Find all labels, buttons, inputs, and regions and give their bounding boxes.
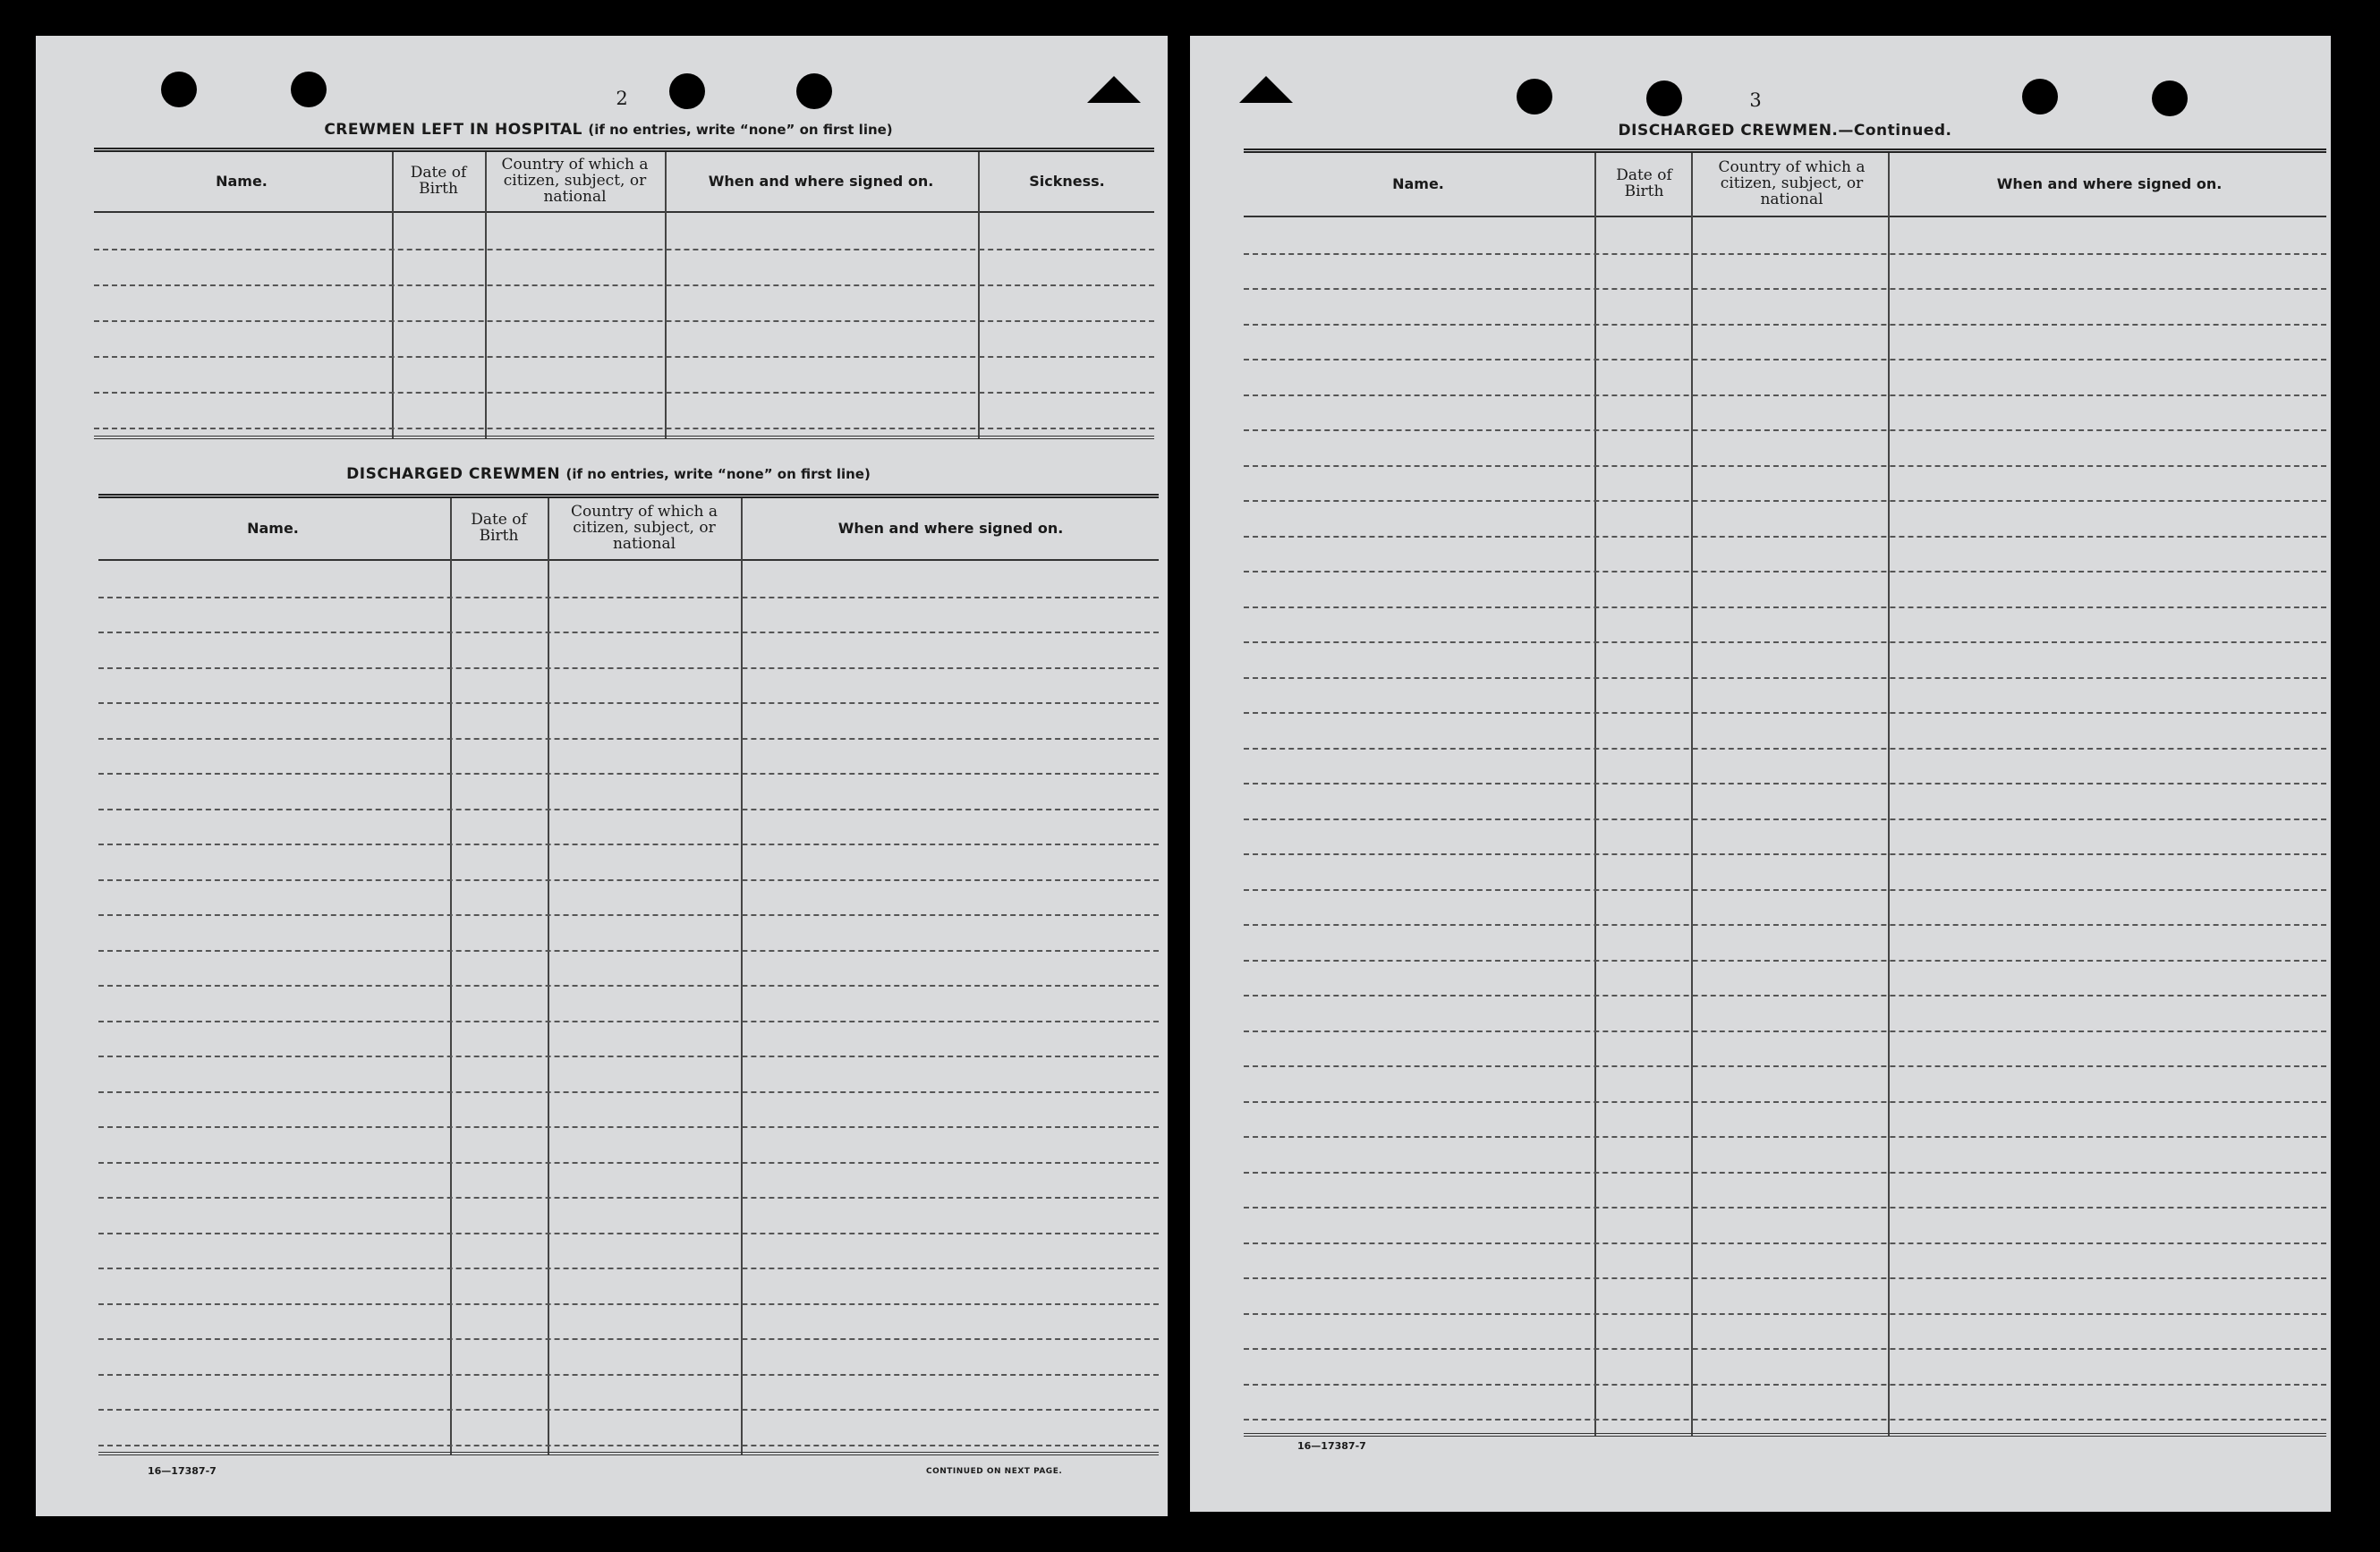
discharged-table-continued	[1244, 148, 2326, 1437]
table-row[interactable]	[1244, 712, 2326, 714]
table-row[interactable]	[98, 738, 1159, 740]
table-row[interactable]	[1244, 818, 2326, 820]
table-row[interactable]	[1244, 253, 2326, 255]
right-page	[1190, 36, 2331, 1512]
page-number: 3	[1749, 89, 1762, 111]
table-bottom-rule	[98, 1452, 1159, 1455]
table-row[interactable]	[94, 428, 1154, 429]
table-row[interactable]	[1244, 429, 2326, 431]
column-header-date-of-birth: Date of Birth	[410, 164, 467, 198]
punch-hole-icon	[291, 72, 327, 107]
discharged-section-title	[224, 465, 993, 483]
table-row[interactable]	[1244, 853, 2326, 855]
table-row[interactable]	[1244, 1172, 2326, 1174]
form-code: 16—17387-7	[1297, 1440, 1366, 1452]
column-header-date-of-birth: Date of Birth	[1616, 166, 1672, 200]
table-row[interactable]	[1244, 359, 2326, 360]
discharged-title-text: DISCHARGED CREWMEN	[346, 465, 561, 483]
table-row[interactable]	[1244, 1065, 2326, 1067]
column-header-sickness: Sickness.	[1029, 172, 1105, 190]
table-row[interactable]	[1244, 924, 2326, 926]
hospital-title-text: CREWMEN LEFT IN HOSPITAL	[324, 121, 582, 139]
column-header-country: Country of which a citizen, subject, or national	[1718, 158, 1866, 208]
table-row[interactable]	[1244, 1348, 2326, 1350]
column-header-signed-on: When and where signed on.	[708, 172, 934, 190]
punch-hole-icon	[2022, 79, 2058, 114]
table-row[interactable]	[1244, 1101, 2326, 1103]
column-header-name: Name.	[216, 172, 268, 190]
table-row[interactable]	[94, 320, 1154, 322]
table-row[interactable]	[94, 392, 1154, 394]
table-row[interactable]	[98, 1162, 1159, 1164]
column-header-date-of-birth: Date of Birth	[471, 511, 527, 545]
table-row[interactable]	[1244, 324, 2326, 326]
table-row[interactable]	[98, 1056, 1159, 1057]
punch-hole-icon	[161, 72, 197, 107]
table-row[interactable]	[1244, 677, 2326, 679]
table-row[interactable]	[1244, 500, 2326, 502]
table-row[interactable]	[98, 1021, 1159, 1022]
discharged-table-header	[98, 498, 1159, 561]
column-header-country: Country of which a citizen, subject, or national	[501, 156, 649, 206]
discharged-table-rows	[98, 561, 1159, 1455]
left-page	[36, 36, 1168, 1516]
table-row[interactable]	[98, 702, 1159, 704]
table-row[interactable]	[98, 1445, 1159, 1446]
table-row[interactable]	[98, 1126, 1159, 1128]
table-row[interactable]	[98, 879, 1159, 881]
table-row[interactable]	[94, 249, 1154, 250]
punch-hole-icon	[669, 73, 705, 109]
table-row[interactable]	[98, 597, 1159, 598]
form-code: 16—17387-7	[148, 1465, 217, 1477]
column-header-name: Name.	[247, 519, 299, 537]
column-header-signed-on: When and where signed on.	[837, 519, 1064, 537]
page-number: 2	[616, 88, 628, 109]
table-row[interactable]	[98, 844, 1159, 845]
table-row[interactable]	[94, 356, 1154, 358]
table-row[interactable]	[1244, 1384, 2326, 1386]
table-bottom-rule	[1244, 1433, 2326, 1437]
table-row[interactable]	[1244, 1242, 2326, 1244]
hospital-table-header	[94, 152, 1154, 213]
table-row[interactable]	[1244, 889, 2326, 891]
punch-hole-icon	[1517, 79, 1552, 114]
column-header-name: Name.	[1392, 174, 1444, 192]
punch-hole-icon	[1646, 81, 1682, 116]
table-row[interactable]	[98, 1233, 1159, 1234]
continued-note: CONTINUED ON NEXT PAGE.	[926, 1467, 1063, 1476]
table-row[interactable]	[1244, 1136, 2326, 1138]
table-row[interactable]	[98, 1091, 1159, 1093]
hospital-table	[94, 148, 1154, 439]
table-row[interactable]	[1244, 783, 2326, 784]
table-row[interactable]	[98, 985, 1159, 987]
table-row[interactable]	[1244, 960, 2326, 962]
table-row[interactable]	[1244, 995, 2326, 997]
table-row[interactable]	[94, 284, 1154, 286]
table-row[interactable]	[1244, 1419, 2326, 1421]
table-row[interactable]	[1244, 394, 2326, 396]
column-header-country: Country of which a citizen, subject, or national	[571, 503, 718, 553]
table-row[interactable]	[98, 632, 1159, 633]
table-row[interactable]	[98, 1338, 1159, 1340]
hospital-section-title	[224, 121, 993, 139]
table-row[interactable]	[98, 914, 1159, 916]
table-row[interactable]	[1244, 288, 2326, 290]
hospital-title-note: (if no entries, write “none” on first line)	[588, 122, 893, 138]
table-row[interactable]	[98, 1374, 1159, 1376]
table-row[interactable]	[98, 667, 1159, 669]
discharged-continued-title: DISCHARGED CREWMEN.—Continued.	[1618, 122, 1952, 140]
table-row[interactable]	[1244, 571, 2326, 572]
tab-notch-icon	[1087, 76, 1141, 103]
table-row[interactable]	[1244, 1313, 2326, 1315]
discharged-table	[98, 494, 1159, 1455]
table-row[interactable]	[98, 809, 1159, 810]
table-row[interactable]	[98, 1268, 1159, 1269]
table-row[interactable]	[1244, 606, 2326, 608]
table-row[interactable]	[1244, 536, 2326, 538]
column-header-signed-on: When and where signed on.	[1996, 174, 2223, 192]
table-row[interactable]	[1244, 1277, 2326, 1279]
table-row[interactable]	[98, 773, 1159, 775]
punch-hole-icon	[796, 73, 832, 109]
table-row[interactable]	[1244, 1207, 2326, 1209]
tab-notch-icon	[1239, 76, 1293, 103]
table-bottom-rule	[94, 436, 1154, 439]
table-row[interactable]	[1244, 1030, 2326, 1032]
hospital-table-rows	[94, 213, 1154, 439]
table-row[interactable]	[98, 950, 1159, 952]
table-row[interactable]	[1244, 641, 2326, 643]
table-row[interactable]	[98, 1409, 1159, 1411]
table-row[interactable]	[1244, 748, 2326, 750]
discharged-title-note: (if no entries, write “none” on first line)	[565, 466, 871, 482]
discharged-table-header	[1244, 153, 2326, 217]
table-row[interactable]	[1244, 465, 2326, 467]
table-row[interactable]	[98, 1303, 1159, 1305]
discharged-table-rows	[1244, 217, 2326, 1437]
table-row[interactable]	[98, 1197, 1159, 1199]
punch-hole-icon	[2152, 81, 2188, 116]
